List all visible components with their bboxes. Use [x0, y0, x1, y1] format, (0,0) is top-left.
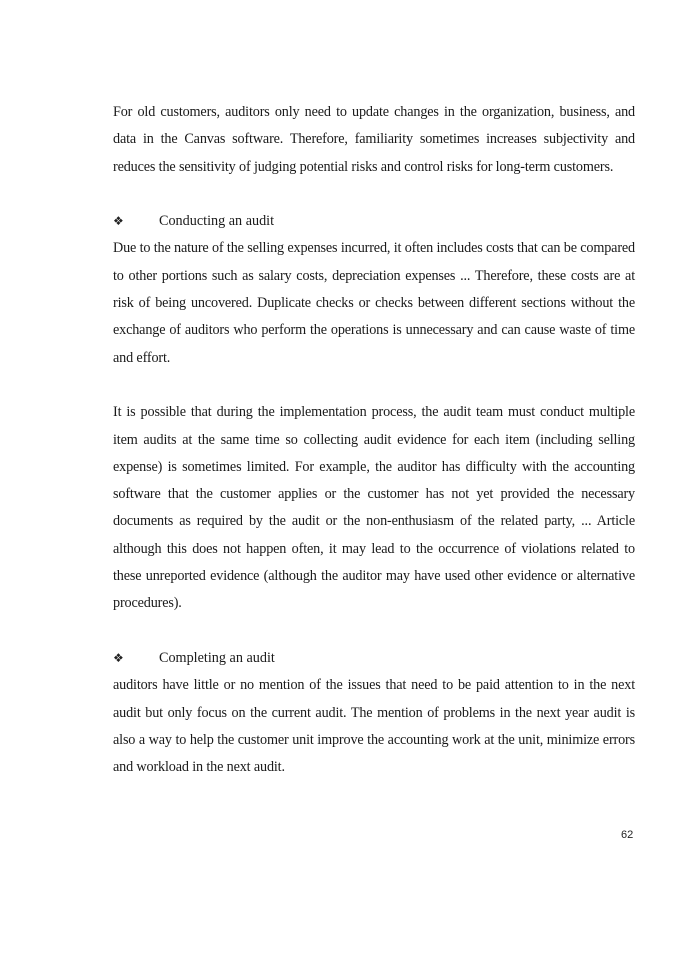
intro-paragraph: For old customers, auditors only need to update changes in the organization, business, and data in the Canvas software. Therefore, familiarity sometimes increases subjectivity and reduces the sensitivity of judging potential risks and control risks for long-term customers.: [113, 104, 635, 175]
section-heading-label: Conducting an audit: [159, 213, 275, 230]
document-page: [113, 99, 635, 781]
completing-paragraph-1: auditors have little or no mention of the issues that need to be paid attention to in the next audit but only focus on the current audit. The mention of problems in the next year audit is also a way to help the customer unit improve the accounting work at the unit, minimize errors and workload in the next audit.: [113, 677, 635, 776]
section-heading-conducting: [113, 208, 635, 235]
paragraph-gap: [113, 372, 635, 399]
section-heading-completing: [113, 645, 635, 672]
paragraph-gap: [113, 181, 635, 208]
section-heading-label: Completing an audit: [159, 649, 275, 666]
diamond-bullet-icon: ❖: [113, 650, 124, 665]
page-number: 62: [621, 829, 634, 841]
paragraph-gap: [113, 618, 635, 645]
diamond-bullet-icon: ❖: [113, 214, 124, 229]
conducting-paragraph-1: Due to the nature of the selling expenses incurred, it often includes costs that can be compared to other portions such as salary costs, depreciation expenses ... Therefore, these costs are at risk of being uncovered. Duplicate checks or checks between different sections without the exchange of auditors who perform the operations is unnecessary and can cause waste of time and effort.: [113, 240, 635, 366]
conducting-paragraph-2: It is possible that during the implementation process, the audit team must conduct multiple item audits at the same time so collecting audit evidence for each item (including selling expense) is sometimes limited. For example, the auditor has difficulty with the accounting software that the customer applies or the customer has not yet provided the necessary documents as required by the audit or the non-enthusiasm of the related party, ... Article although this does not happen often, it may lead to the occurrence of violations related to these unreported evidence (although the auditor may have used other evidence or alternative procedures).: [113, 404, 635, 612]
